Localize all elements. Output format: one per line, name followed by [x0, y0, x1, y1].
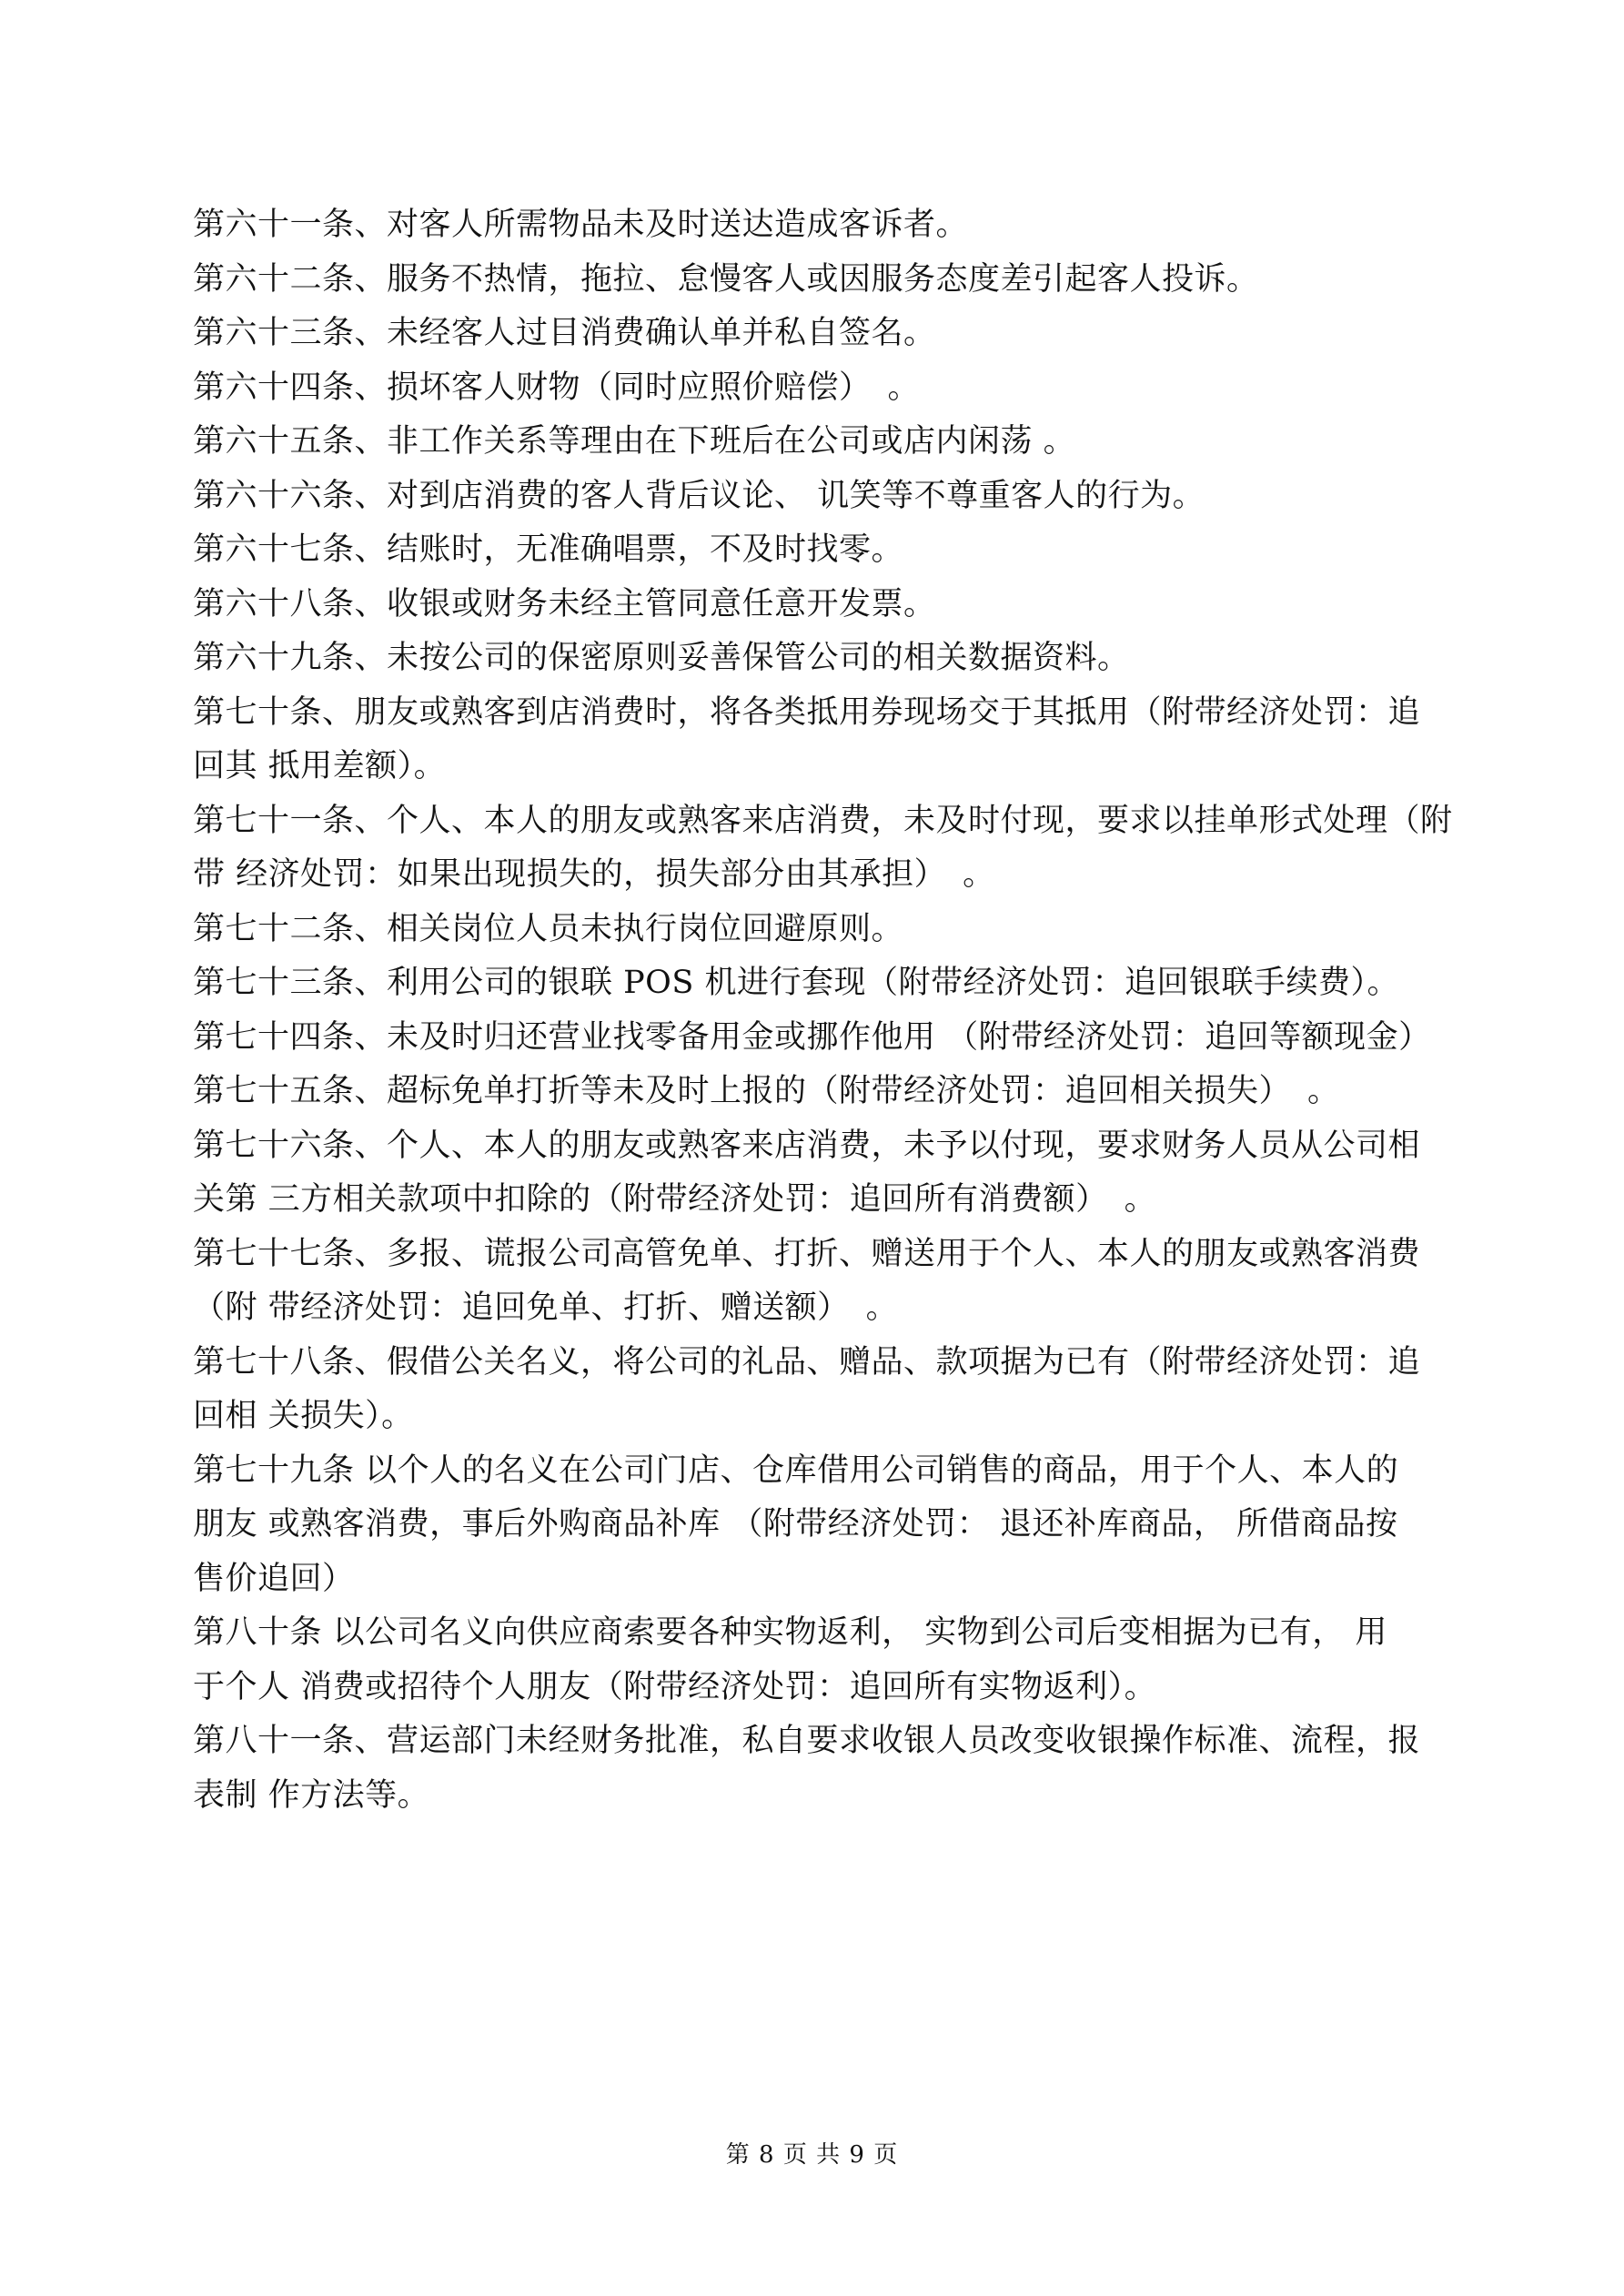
text-line: 第七十七条、多报、谎报公司高管免单、打折、赠送用于个人、本人的朋友或熟客消费	[193, 1235, 1421, 1272]
text-line: 第七十五条、超标免单打折等未及时上报的（附带经济处罚：追回相关损失） 。	[193, 1073, 1340, 1109]
text-line: 第六十一条、对客人所需物品未及时送达造成客诉者。	[193, 207, 969, 243]
text-line: 第六十八条、收银或财务未经主管同意任意开发票。	[193, 585, 936, 622]
text-line: 关第 三方相关款项中扣除的（附带经济处罚：追回所有消费额） 。	[193, 1181, 1157, 1218]
text-line: 售价追回）	[193, 1560, 355, 1597]
text-line: 第七十三条、利用公司的银联 POS 机进行套现（附带经济处罚：追回银联手续费）。	[193, 965, 1399, 1001]
text-line: 第七十六条、个人、本人的朋友或熟客来店消费，未予以付现，要求财务人员从公司相	[193, 1127, 1421, 1164]
text-line: 第七十一条、个人、本人的朋友或熟客来店消费，未及时付现，要求以挂单形式处理（附	[193, 802, 1453, 839]
text-line: 第六十二条、服务不热情，拖拉、怠慢客人或因服务态度差引起客人投诉。	[193, 260, 1259, 298]
text-line: 第六十七条、结账时，无准确唱票，不及时找零。	[193, 531, 904, 568]
text-line: 第七十九条 以个人的名义在公司门店、仓库借用公司销售的商品，用于个人、本人的	[193, 1451, 1399, 1489]
text-line: 第八十一条、营运部门未经财务批准，私自要求收银人员改变收银操作标准、流程，报	[193, 1723, 1421, 1759]
text-line: 带 经济处罚：如果出现损失的，损失部分由其承担） 。	[193, 856, 995, 893]
text-line: 第七十四条、未及时归还营业找零备用金或挪作他用 （附带经济处罚：追回等额现金）	[193, 1018, 1431, 1056]
page-footer: 第 8 页 共 9 页	[725, 2141, 899, 2169]
text-line: 表制 作方法等。	[193, 1776, 430, 1814]
text-line: 第六十九条、未按公司的保密原则妥善保管公司的相关数据资料。	[193, 640, 1130, 676]
text-line: 第七十二条、相关岗位人员未执行岗位回避原则。	[193, 910, 904, 947]
text-line: （附 带经济处罚：追回免单、打折、赠送额） 。	[193, 1290, 899, 1326]
text-line: 回相 关损失）。	[193, 1398, 414, 1434]
text-line: 第六十五条、非工作关系等理由在下班后在公司或店内闲荡 。	[193, 423, 1076, 460]
text-line: 第八十条 以公司名义向供应商索要各种实物返利， 实物到公司后变相据为已有， 用	[193, 1614, 1387, 1651]
document-body	[193, 198, 1453, 1823]
text-line: 朋友 或熟客消费，事后外购商品补库 （附带经济处罚： 退还补库商品， 所借商品按	[193, 1506, 1398, 1542]
text-line: 于个人 消费或招待个人朋友（附带经济处罚：追回所有实物返利）。	[193, 1668, 1157, 1705]
text-line: 第七十八条、假借公关名义，将公司的礼品、赠品、款项据为已有（附带经济处罚：追	[193, 1343, 1421, 1381]
text-line: 第七十条、朋友或熟客到店消费时，将各类抵用券现场交于其抵用（附带经济处罚：追	[193, 693, 1421, 731]
text-line: 回其 抵用差额）。	[193, 748, 447, 784]
text-line: 第六十六条、对到店消费的客人背后议论、 讥笑等不尊重客人的行为。	[193, 477, 1205, 514]
text-line: 第六十三条、未经客人过目消费确认单并私自签名。	[193, 315, 936, 351]
text-line: 第六十四条、损坏客人财物（同时应照价赔偿） 。	[193, 369, 921, 406]
